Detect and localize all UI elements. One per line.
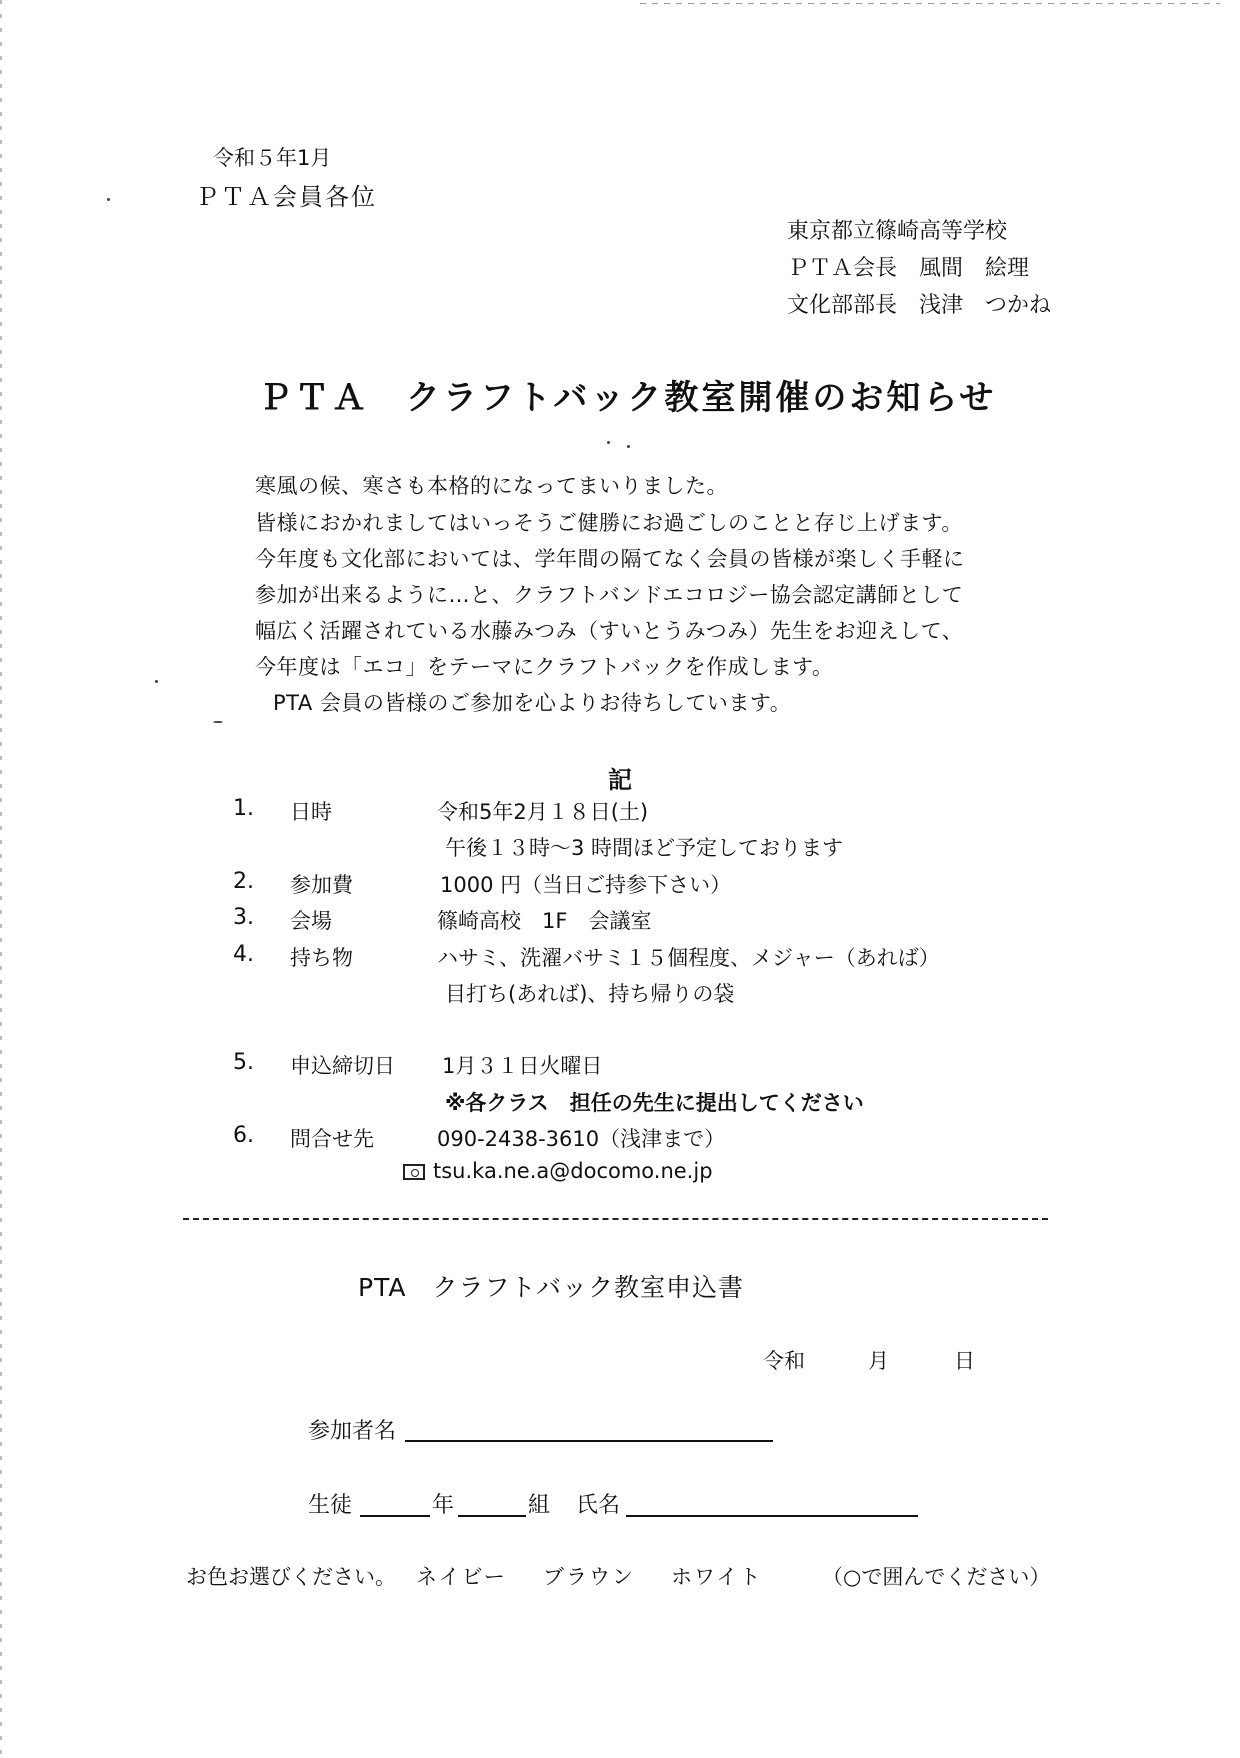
scan-speck: [155, 680, 158, 683]
grade-field[interactable]: [360, 1515, 430, 1517]
sender-school: 東京都立篠崎高等学校: [787, 219, 1008, 244]
item-value-note: ※各クラス 担任の先生に提出してください: [445, 1091, 864, 1115]
scan-edge-artifact: [0, 0, 2, 1758]
color-note: （○で囲んでください）: [822, 1565, 1051, 1589]
sender-culture-head: 文化部部長 浅津 つかね: [787, 293, 1052, 318]
color-option-navy[interactable]: ネイビー: [416, 1565, 507, 1589]
body-line: 今年度も文化部においては、学年間の隔てなく会員の皆様が楽しく手軽に: [255, 547, 965, 571]
item-number: 4.: [233, 942, 254, 967]
recipient: ＰＴＡ会員各位: [195, 183, 377, 211]
item-number: 3.: [233, 905, 254, 930]
student-label: 生徒: [308, 1493, 353, 1518]
item-label-venue: 会場: [290, 909, 332, 933]
body-line: 皆様におかれましてはいっそうご健勝にお過ごしのことと存じ上げます。: [255, 511, 963, 535]
grade-label: 年: [432, 1493, 455, 1518]
class-label: 組: [528, 1493, 551, 1518]
scan-speck: [607, 441, 610, 444]
color-option-brown[interactable]: ブラウン: [543, 1565, 635, 1589]
item-value: 令和5年2月１８日(土): [437, 800, 649, 824]
item-value: 午後１３時～3 時間ほど予定しております: [445, 836, 844, 860]
mail-icon: [403, 1164, 425, 1180]
name-label: 氏名: [576, 1493, 621, 1518]
body-line: 幅広く活躍されている水藤みつみ（すいとうみつみ）先生をお迎えして、: [255, 619, 964, 643]
participant-label: 参加者名: [308, 1419, 397, 1444]
contact-phone: 090-2438-3610（浅津まで）: [437, 1127, 726, 1151]
participant-name-field[interactable]: [405, 1440, 773, 1442]
ki-heading: 記: [608, 766, 634, 794]
item-value: 目打ち(あれば)、持ち帰りの袋: [445, 982, 735, 1006]
item-number: 1.: [233, 796, 254, 821]
page-title: ＰＴＡ クラフトバック教室開催のお知らせ: [258, 378, 997, 418]
item-label-deadline: 申込締切日: [290, 1054, 395, 1078]
item-number: 2.: [233, 869, 254, 894]
body-line: PTA 会員の皆様のご参加を心よりお待ちしています。: [273, 691, 792, 715]
scan-top-artifact: [640, 3, 1220, 4]
item-value: ハサミ、洗濯バサミ１５個程度、メジャー（あれば）: [437, 946, 940, 970]
scan-speck: [213, 721, 223, 723]
color-prompt: お色お選びください。: [186, 1565, 396, 1589]
color-option-white[interactable]: ホワイト: [671, 1565, 763, 1589]
cut-line: [183, 1218, 1048, 1220]
form-title: PTA クラフトバック教室申込書: [358, 1273, 745, 1302]
student-name-field[interactable]: [626, 1515, 918, 1517]
body-line: 寒風の候、寒さも本格的になってまいりました。: [255, 474, 728, 498]
item-value: 1月３１日火曜日: [442, 1054, 603, 1078]
form-date-month: 月: [868, 1349, 889, 1373]
item-number: 6.: [233, 1123, 254, 1148]
form-date-day: 日: [954, 1349, 975, 1373]
item-label-belongings: 持ち物: [290, 946, 353, 970]
contact-email[interactable]: tsu.ka.ne.a@docomo.ne.jp: [433, 1159, 713, 1183]
item-label-datetime: 日時: [290, 800, 332, 824]
item-value: 篠崎高校 1F 会議室: [437, 909, 652, 933]
body-line: 今年度は「エコ」をテーマにクラフトバックを作成します。: [255, 655, 834, 679]
body-line: 参加が出来るように…と、クラフトバンドエコロジー協会認定講師として: [255, 583, 964, 607]
sender-pta-chair: ＰＴＡ会長 風間 絵理: [787, 256, 1030, 281]
issue-date: 令和５年1月: [213, 146, 332, 170]
form-date-era: 令和: [763, 1349, 805, 1373]
item-number: 5.: [233, 1050, 254, 1075]
contact-email-row: [403, 1159, 713, 1183]
item-value: 1000 円（当日ご持参下さい）: [440, 873, 732, 897]
scan-speck: [107, 198, 110, 201]
item-label-fee: 参加費: [290, 873, 353, 897]
class-field[interactable]: [458, 1515, 526, 1517]
scan-speck: [627, 445, 630, 448]
item-label-contact: 問合せ先: [290, 1127, 374, 1151]
